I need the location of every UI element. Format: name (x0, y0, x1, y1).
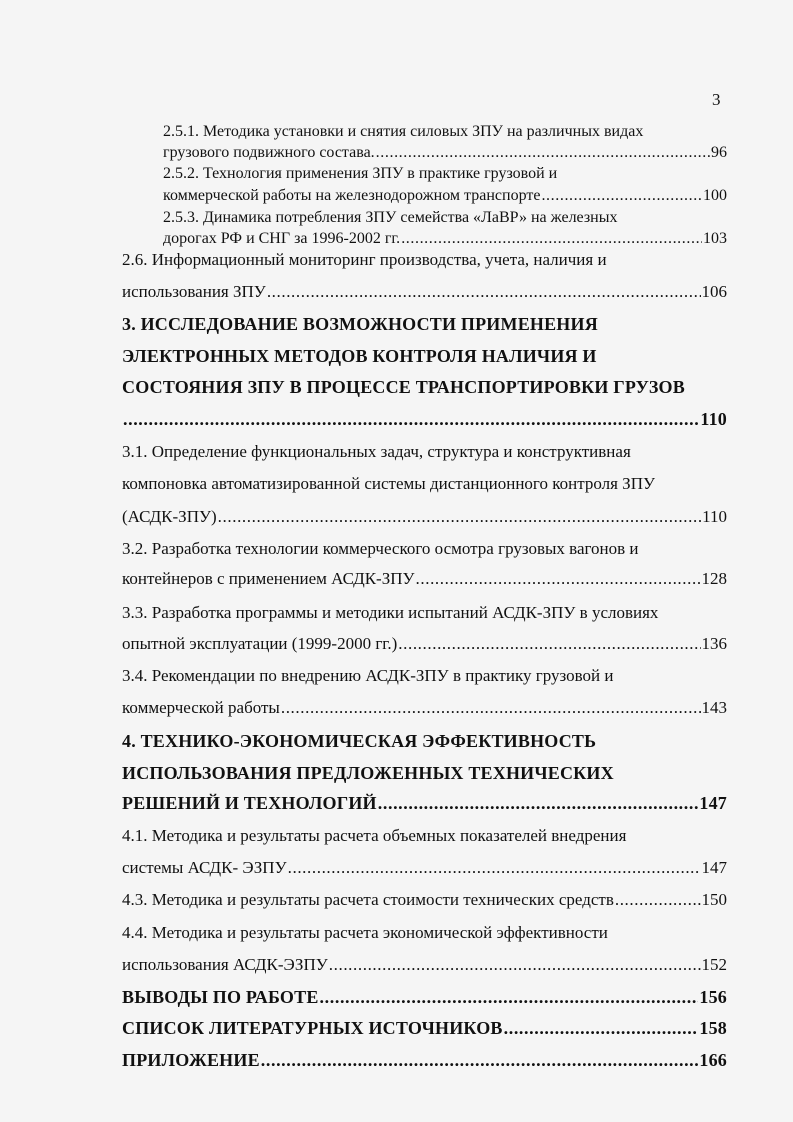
toc-entry-title: 4.1. Методика и результаты расчета объемных показателей внедрения (122, 826, 627, 845)
toc-entry-title: 3.3. Разработка программы и методики испытаний АСДК-ЗПУ в условиях (122, 603, 659, 622)
toc-page-number: 96 (711, 144, 727, 161)
page-number: 3 (712, 90, 721, 109)
toc-entry-title: контейнеров с применением АСДК-ЗПУ (122, 569, 415, 588)
toc-entry-title: использования АСДК-ЭЗПУ (122, 955, 328, 974)
dot-leader (218, 506, 701, 528)
toc-entry-title: 2.5.3. Динамика потребления ЗПУ семейства «ЛаВР» на железных (163, 209, 618, 226)
toc-page-number: 106 (701, 282, 727, 301)
dot-leader (615, 889, 701, 911)
toc-entry-title: дорогах РФ и СНГ за 1996-2002 гг. (163, 230, 401, 247)
toc-entry-title: использования ЗПУ (122, 282, 266, 301)
toc-page-number: 100 (703, 187, 727, 204)
toc-entry-title: ИСПОЛЬЗОВАНИЯ ПРЕДЛОЖЕННЫХ ТЕХНИЧЕСКИХ (122, 763, 614, 783)
dot-leader (504, 1017, 699, 1039)
toc-entry-title: коммерческой работы (122, 698, 280, 717)
toc-page-number: 110 (700, 409, 727, 429)
toc-entry-title: грузового подвижного состава. (163, 144, 375, 161)
toc-page-number: 128 (701, 569, 727, 588)
toc-page-number: 143 (701, 698, 727, 717)
dot-leader (401, 228, 702, 250)
toc-entry-title: компоновка автоматизированной системы дистанционного контроля ЗПУ (122, 474, 656, 493)
dot-leader (281, 697, 701, 719)
toc-page-number: 136 (701, 634, 727, 653)
dot-leader (329, 954, 701, 976)
toc-entry-title: СПИСОК ЛИТЕРАТУРНЫХ ИСТОЧНИКОВ (122, 1018, 503, 1038)
toc-entry-title: опытной эксплуатации (1999-2000 гг.) (122, 634, 398, 653)
toc-page-number: 156 (699, 987, 727, 1007)
toc-entry-title: 2.5.1. Методика установки и снятия силовых ЗПУ на различных видах (163, 123, 644, 140)
toc-page-number: 150 (701, 890, 727, 909)
dot-leader (416, 568, 701, 590)
toc-entry-title: 3.2. Разработка технологии коммерческого осмотра грузовых вагонов и (122, 539, 639, 558)
toc-page-number: 147 (701, 858, 727, 877)
toc-entry-title: 4. ТЕХНИКО-ЭКОНОМИЧЕСКАЯ ЭФФЕКТИВНОСТЬ (122, 731, 597, 751)
dot-leader (398, 633, 700, 655)
toc-entry-title: ВЫВОДЫ ПО РАБОТЕ (122, 987, 319, 1007)
toc-page-number: 147 (699, 793, 727, 813)
dot-leader (123, 408, 699, 430)
dot-leader (320, 986, 699, 1008)
toc-page-number: 166 (699, 1050, 727, 1070)
toc-page-number: 110 (702, 507, 727, 526)
dot-leader (261, 1049, 699, 1071)
toc-entry-title: РЕШЕНИЙ И ТЕХНОЛОГИЙ (122, 793, 377, 813)
toc-entry-title: СОСТОЯНИЯ ЗПУ В ПРОЦЕССЕ ТРАНСПОРТИРОВКИ ГРУЗОВ (122, 377, 685, 397)
toc-entry-title: (АСДК-ЗПУ) (122, 507, 217, 526)
toc-entry-title: 2.5.2. Технология применения ЗПУ в практике грузовой и (163, 165, 558, 182)
dot-leader (288, 857, 701, 879)
toc-entry-title: 4.4. Методика и результаты расчета экономической эффективности (122, 923, 608, 942)
toc-entry-title: 3.4. Рекомендации по внедрению АСДК-ЗПУ в практику грузовой и (122, 666, 614, 685)
toc-entry-title: 3.1. Определение функциональных задач, структура и конструктивная (122, 442, 631, 461)
dot-leader (267, 281, 701, 303)
toc-entry-title: системы АСДК- ЭЗПУ (122, 858, 287, 877)
toc-page-number: 152 (701, 955, 727, 974)
dot-leader (378, 792, 699, 814)
toc-entry-title: коммерческой работы на железнодорожном транспорте (163, 187, 541, 204)
toc-page-number: 103 (703, 230, 727, 247)
dot-leader (541, 185, 702, 207)
dot-leader (376, 142, 710, 164)
toc-page-number: 158 (699, 1018, 727, 1038)
toc-entry-title: 3. ИССЛЕДОВАНИЕ ВОЗМОЖНОСТИ ПРИМЕНЕНИЯ (122, 314, 598, 334)
toc-entry-title: ПРИЛОЖЕНИЕ (122, 1050, 260, 1070)
toc-entry-title: 4.3. Методика и результаты расчета стоимости технических средств (122, 890, 614, 909)
toc-entry-title: 2.6. Информационный мониторинг производства, учета, наличия и (122, 250, 607, 269)
toc-entry-title: ЭЛЕКТРОННЫХ МЕТОДОВ КОНТРОЛЯ НАЛИЧИЯ И (122, 346, 597, 366)
